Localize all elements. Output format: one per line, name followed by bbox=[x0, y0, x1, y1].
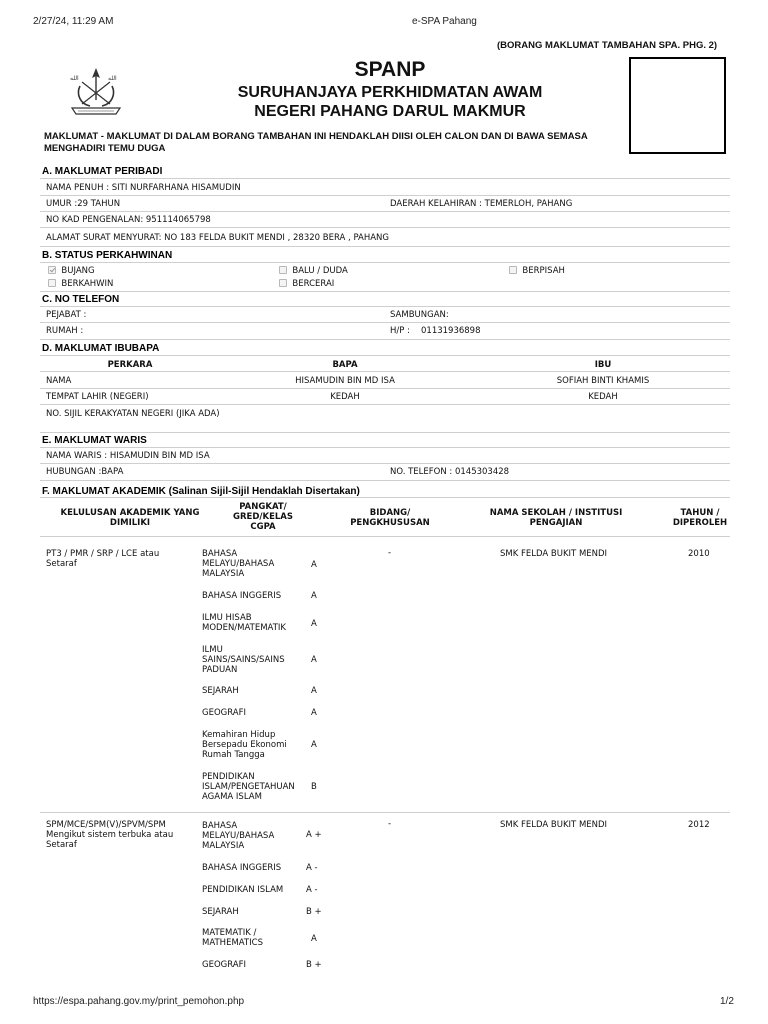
section-f-heading: F. MAKLUMAT AKADEMIK (Salinan Sijil-Sijil Hendaklah Disertakan) bbox=[42, 486, 360, 497]
year-obtained: 2012 bbox=[688, 820, 710, 830]
checkbox-icon[interactable] bbox=[48, 279, 56, 287]
section-c-heading: C. NO TELEFON bbox=[42, 294, 120, 305]
subject-name: Kemahiran Hidup Bersepadu Ekonomi Rumah Tangga bbox=[202, 730, 287, 760]
subject-grade: A bbox=[311, 708, 317, 718]
subject-name: ILMU HISAB MODEN/MATEMATIK bbox=[202, 613, 286, 633]
father-name: HISAMUDIN BIN MD ISA bbox=[295, 376, 395, 386]
subject-name: SEJARAH bbox=[202, 686, 239, 696]
heir-phone: NO. TELEFON : 0145303428 bbox=[390, 467, 510, 477]
qualification-name: SPM/MCE/SPM(V)/SPVM/SPM Mengikut sistem terbuka atau Setaraf bbox=[46, 820, 174, 850]
status-berkahwin[interactable]: BERKAHWIN bbox=[48, 279, 113, 289]
checkbox-checked-icon[interactable] bbox=[48, 266, 56, 274]
birth-district: DAERAH KELAHIRAN : TEMERLOH, PAHANG bbox=[390, 199, 573, 209]
subject-grade: B + bbox=[306, 960, 322, 970]
office-phone: PEJABAT : bbox=[46, 310, 87, 320]
form-notice: MAKLUMAT - MAKLUMAT DI DALAM BORANG TAMBAHAN INI HENDAKLAH DIISI OLEH CALON DAN DI BAWA SEMASA MENGHADIRI TEMU DUGA bbox=[44, 131, 588, 154]
section-e-heading: E. MAKLUMAT WARIS bbox=[42, 435, 147, 446]
col-qualification: KELULUSAN AKADEMIK YANG DIMILIKI bbox=[60, 508, 200, 528]
school-name: SMK FELDA BUKIT MENDI bbox=[500, 549, 608, 559]
father-birthplace: KEDAH bbox=[330, 392, 360, 402]
col-school: NAMA SEKOLAH / INSTITUSI PENGAJIAN bbox=[489, 508, 623, 528]
subject-grade: B + bbox=[306, 907, 322, 917]
col-perkara: PERKARA bbox=[107, 360, 153, 370]
passport-photo-box bbox=[629, 57, 726, 154]
subject-grade: A bbox=[311, 655, 317, 665]
subject-name: PENDIDIKAN ISLAM bbox=[202, 885, 284, 895]
svg-text:ﺍﻟﻠﻪ: ﺍﻟﻠﻪ bbox=[108, 75, 117, 82]
status-bujang[interactable]: BUJANG bbox=[48, 266, 95, 276]
subject-name: BAHASA MELAYU/BAHASA MALAYSIA bbox=[202, 549, 275, 579]
home-phone: RUMAH : bbox=[46, 326, 84, 336]
subject-grade: A - bbox=[306, 863, 318, 873]
school-name: SMK FELDA BUKIT MENDI bbox=[500, 820, 608, 830]
col-year: TAHUN / DIPEROLEH bbox=[672, 508, 728, 528]
mother-birthplace: KEDAH bbox=[588, 392, 618, 402]
field-value: - bbox=[388, 819, 392, 829]
qualification-name: PT3 / PMR / SRP / LCE atau Setaraf bbox=[46, 549, 160, 569]
checkbox-icon[interactable] bbox=[279, 279, 287, 287]
age: UMUR :29 TAHUN bbox=[46, 199, 121, 209]
subject-name: SEJARAH bbox=[202, 907, 239, 917]
mobile-phone-value: 01131936898 bbox=[421, 326, 481, 336]
parent-row-label: NO. SIJIL KERAKYATAN NEGERI (JIKA ADA) bbox=[46, 409, 220, 419]
parent-row-label: TEMPAT LAHIR (NEGERI) bbox=[46, 392, 149, 402]
subject-grade: A bbox=[311, 934, 317, 944]
heir-relationship: HUBUNGAN :BAPA bbox=[46, 467, 124, 477]
subject-grade: A bbox=[311, 686, 317, 696]
subject-name: GEOGRAFI bbox=[202, 708, 247, 718]
col-field: BIDANG/ PENGKHUSUSAN bbox=[350, 508, 430, 528]
status-balu-duda[interactable]: BALU / DUDA bbox=[279, 266, 348, 276]
col-grade: PANGKAT/ GRED/KELAS CGPA bbox=[233, 502, 293, 532]
subject-grade: A bbox=[311, 740, 317, 750]
agency-name-line2: NEGERI PAHANG DARUL MAKMUR bbox=[254, 103, 526, 120]
ic-number: NO KAD PENGENALAN: 951114065798 bbox=[46, 215, 211, 225]
mailing-address: ALAMAT SURAT MENYURAT: NO 183 FELDA BUKIT MENDI , 28320 BERA , PAHANG bbox=[46, 233, 389, 243]
status-berpisah[interactable]: BERPISAH bbox=[509, 266, 565, 276]
subject-name: ILMU SAINS/SAINS/SAINS PADUAN bbox=[202, 645, 285, 675]
subject-name: GEOGRAFI bbox=[202, 960, 247, 970]
agency-name-line1: SURUHANJAYA PERKHIDMATAN AWAM bbox=[237, 84, 543, 101]
year-obtained: 2010 bbox=[688, 549, 710, 559]
section-d-heading: D. MAKLUMAT IBUBAPA bbox=[42, 343, 160, 354]
page-url: https://espa.pahang.gov.my/print_pemohon.php bbox=[33, 996, 245, 1007]
status-bercerai[interactable]: BERCERAI bbox=[279, 279, 334, 289]
subject-grade: A - bbox=[306, 885, 318, 895]
print-datetime: 2/27/24, 11:29 AM bbox=[33, 16, 114, 27]
section-a-heading: A. MAKLUMAT PERIBADI bbox=[42, 166, 163, 177]
subject-name: BAHASA INGGERIS bbox=[202, 591, 282, 601]
mother-name: SOFIAH BINTI KHAMIS bbox=[556, 376, 650, 386]
col-ibu: IBU bbox=[594, 360, 612, 370]
page-tab-title: e-SPA Pahang bbox=[412, 16, 477, 27]
subject-name: PENDIDIKAN ISLAM/PENGETAHUAN AGAMA ISLAM bbox=[202, 772, 295, 802]
page-count: 1/2 bbox=[720, 996, 734, 1007]
subject-grade: A bbox=[311, 619, 317, 629]
form-title: SPANP bbox=[354, 58, 426, 81]
svg-text:ﺍﻟﻠﻪ: ﺍﻟﻠﻪ bbox=[70, 75, 79, 82]
subject-name: MATEMATIK / MATHEMATICS bbox=[202, 928, 263, 948]
mobile-phone-label: H/P : bbox=[390, 326, 410, 336]
full-name: NAMA PENUH : SITI NURFARHANA HISAMUDIN bbox=[46, 183, 241, 193]
field-value: - bbox=[388, 548, 392, 558]
subject-name: BAHASA INGGERIS bbox=[202, 863, 282, 873]
section-b-heading: B. STATUS PERKAHWINAN bbox=[42, 250, 173, 261]
checkbox-icon[interactable] bbox=[279, 266, 287, 274]
phone-extension: SAMBUNGAN: bbox=[390, 310, 449, 320]
parent-row-label: NAMA bbox=[46, 376, 72, 386]
subject-grade: B bbox=[311, 782, 317, 792]
checkbox-icon[interactable] bbox=[509, 266, 517, 274]
subject-grade: A bbox=[311, 560, 317, 570]
heir-name: NAMA WARIS : HISAMUDIN BIN MD ISA bbox=[46, 451, 210, 461]
form-code: (BORANG MAKLUMAT TAMBAHAN SPA. PHG. 2) bbox=[497, 40, 718, 51]
subject-name: BAHASA MELAYU/BAHASA MALAYSIA bbox=[202, 821, 275, 851]
subject-grade: A + bbox=[306, 830, 322, 840]
col-bapa: BAPA bbox=[332, 360, 358, 370]
subject-grade: A bbox=[311, 591, 317, 601]
